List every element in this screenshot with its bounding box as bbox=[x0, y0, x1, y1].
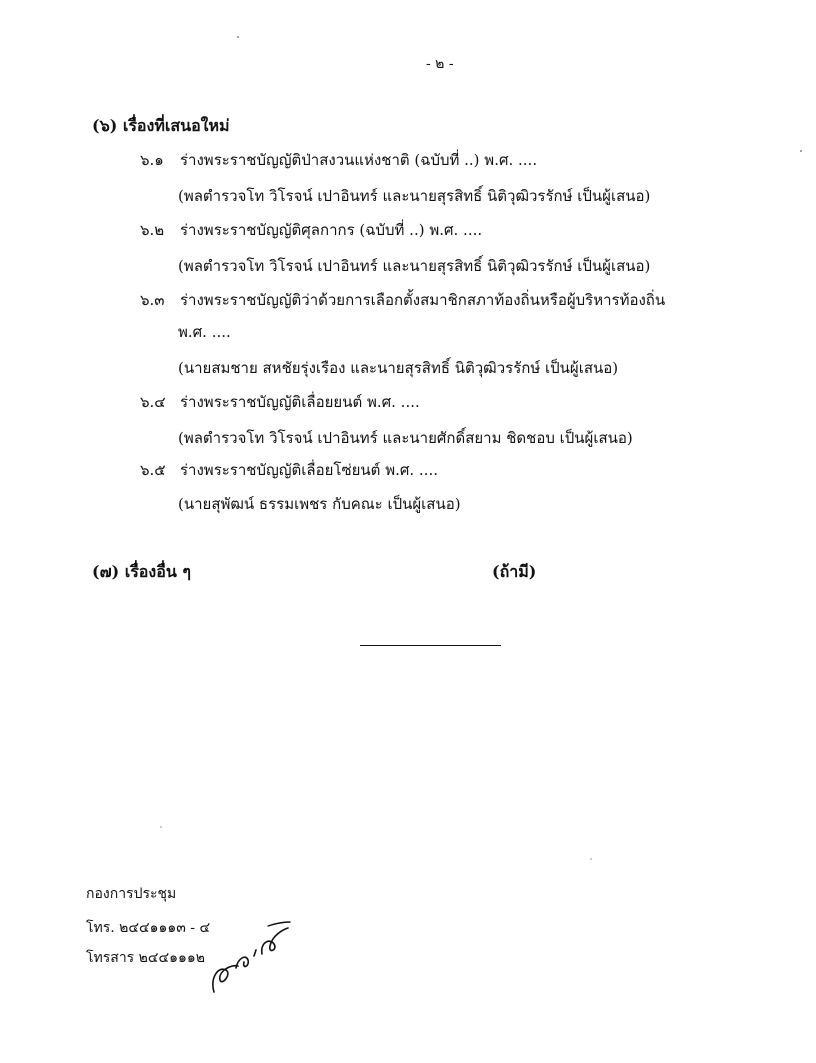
item-title-6-3-continued: พ.ศ. .... bbox=[178, 323, 231, 341]
scan-speck bbox=[160, 826, 162, 828]
item-proposer-6-3: (นายสมชาย สหชัยรุ่งเรือง และนายสุรสิทธิ์ นิติวุฒิวรรักษ์ เป็นผู้เสนอ) bbox=[178, 359, 619, 377]
item-title-6-2: ร่างพระราชบัญญัติศุลกากร (ฉบับที่ ..) พ.ศ. .... bbox=[180, 221, 483, 239]
item-number-6-5: ๖.๕ bbox=[140, 461, 166, 479]
item-number-6-4: ๖.๔ bbox=[140, 393, 166, 411]
item-proposer-6-5: (นายสุพัฒน์ ธรรมเพชร กับคณะ เป็นผู้เสนอ) bbox=[178, 495, 461, 513]
scan-speck bbox=[800, 150, 802, 152]
footer-phone: โทร. ๒๔๔๑๑๑๓ - ๔ bbox=[86, 920, 211, 936]
item-proposer-6-1: (พลตำรวจโท วิโรจน์ เปาอินทร์ และนายสุรสิทธิ์ นิติวุฒิวรรักษ์ เป็นผู้เสนอ) bbox=[178, 187, 651, 205]
item-number-6-2: ๖.๒ bbox=[140, 221, 165, 239]
item-title-6-4: ร่างพระราชบัญญัติเลื่อยยนต์ พ.ศ. .... bbox=[180, 393, 420, 411]
scan-speck bbox=[237, 36, 239, 38]
item-title-6-3: ร่างพระราชบัญญัติว่าด้วยการเลือกตั้งสมาชิกสภาท้องถิ่นหรือผู้บริหารท้องถิ่น bbox=[180, 291, 666, 309]
page-number: - ๒ - bbox=[426, 56, 454, 72]
item-number-6-3: ๖.๓ bbox=[140, 291, 165, 309]
item-proposer-6-4: (พลตำรวจโท วิโรจน์ เปาอินทร์ และนายศักดิ์สยาม ชิดชอบ เป็นผู้เสนอ) bbox=[178, 429, 633, 447]
item-proposer-6-2: (พลตำรวจโท วิโรจน์ เปาอินทร์ และนายสุรสิทธิ์ นิติวุฒิวรรักษ์ เป็นผู้เสนอ) bbox=[178, 257, 651, 275]
item-title-6-1: ร่างพระราชบัญญัติป่าสงวนแห่งชาติ (ฉบับที่ ..) พ.ศ. .... bbox=[180, 151, 538, 169]
closing-divider-line bbox=[360, 645, 501, 646]
footer-fax: โทรสาร ๒๔๔๑๑๑๒ bbox=[86, 950, 205, 966]
section-6-heading: (๖) เรื่องที่เสนอใหม่ bbox=[92, 116, 230, 135]
item-title-6-5: ร่างพระราชบัญญัติเลื่อยโซ่ยนต์ พ.ศ. .... bbox=[180, 461, 438, 479]
handwritten-initials-signature-icon bbox=[208, 920, 294, 998]
scan-speck bbox=[590, 858, 592, 860]
section-7-condition: (ถ้ามี) bbox=[492, 562, 537, 581]
footer-office: กองการประชุม bbox=[86, 886, 177, 902]
section-7-heading: (๗) เรื่องอื่น ๆ bbox=[92, 562, 191, 581]
item-number-6-1: ๖.๑ bbox=[140, 151, 164, 169]
